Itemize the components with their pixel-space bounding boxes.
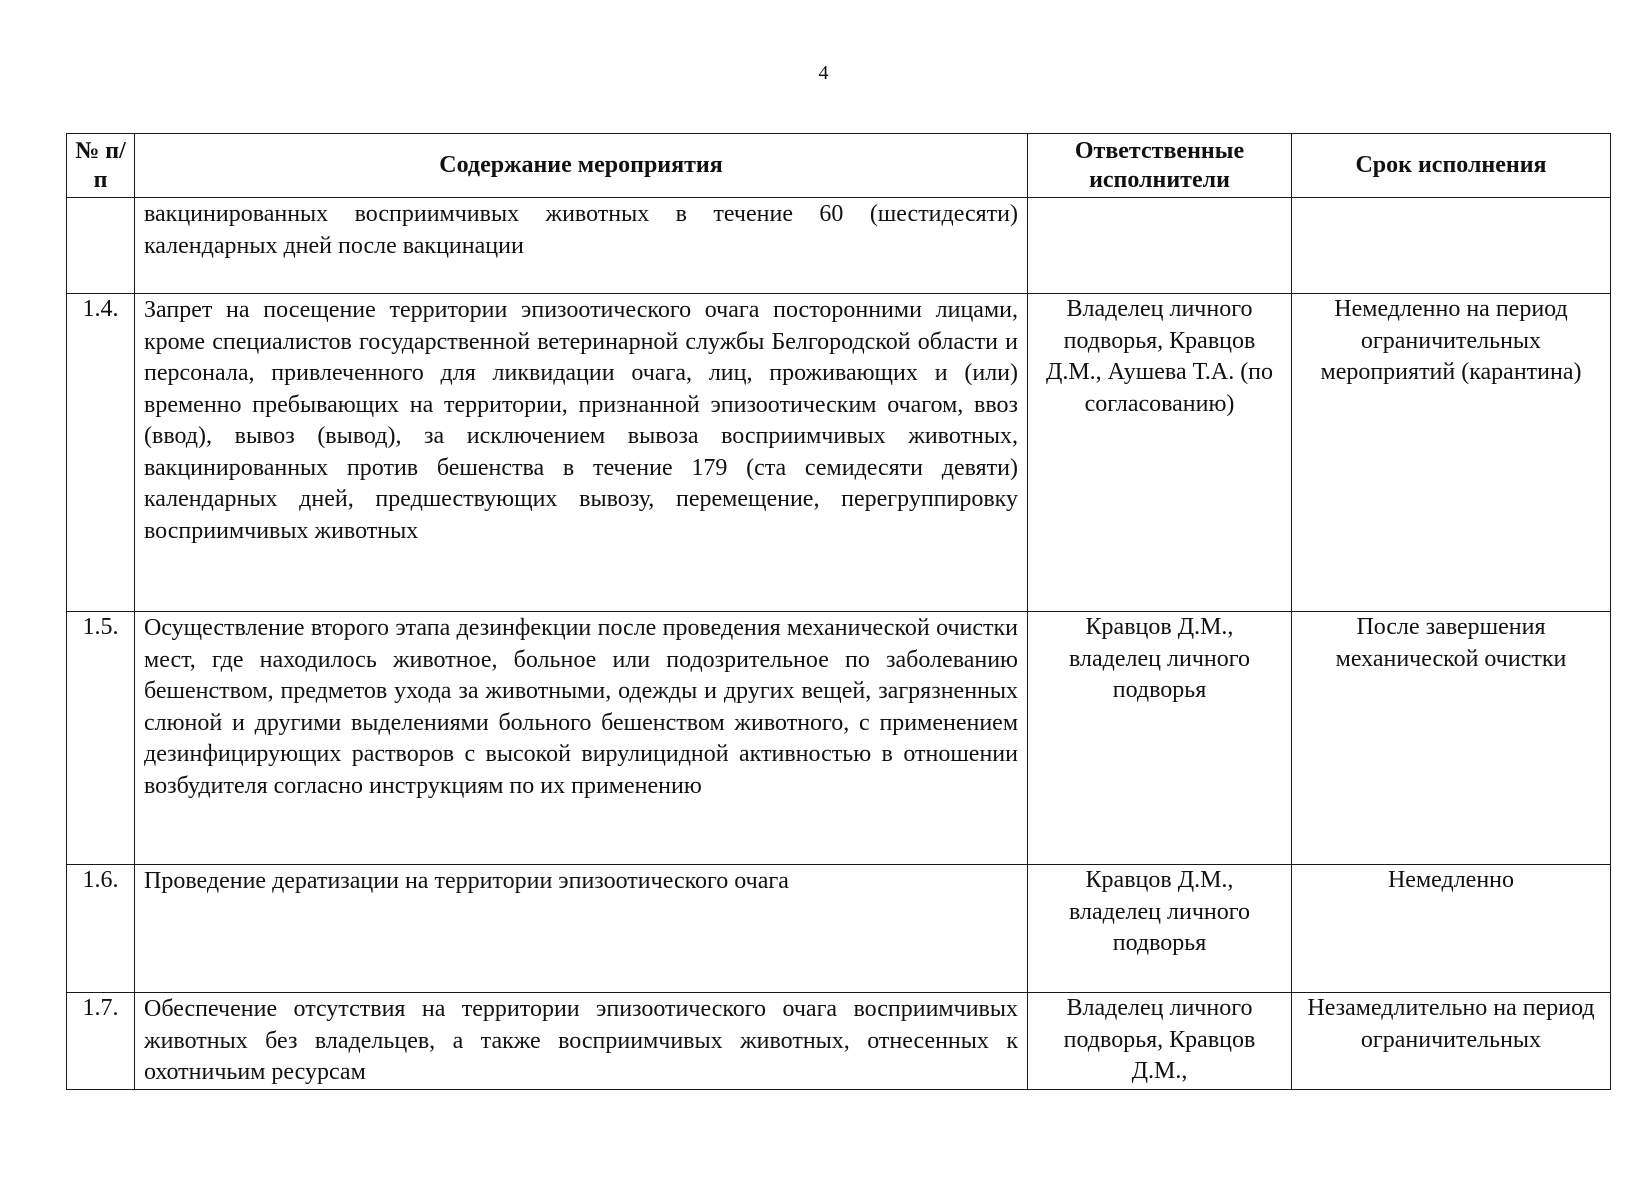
header-term: Срок исполнения [1292,134,1611,198]
row-content-text: Запрет на посещение территории эпизоотического очага посторонними лицами, кроме специалистов государственной ветеринарной службы Белгородской области и персонала, привлеченного для ликвидации очага, лиц, проживающих и (или) временно пребывающих на территории, признанной эпизоотическим очагом, ввоз (ввод), вывоз (вывод), за исключением вывоза восприимчивых животных, вакцинированных против бешенства в течение 179 (ста семидесяти девяти) календарных дней, предшествующих вывозу, перемещение, перегруппировку восприимчивых животных [144,297,1018,544]
row-content-text: Проведение дератизации на территории эпизоотического очага [144,868,789,894]
row-content [135,294,1028,612]
row-term [1292,198,1611,294]
table-row [67,865,1611,993]
table-header-row [67,134,1611,198]
row-term: Немедленно на период ограничительных мероприятий (карантина) [1292,294,1611,612]
row-content [135,612,1028,865]
page-number: 4 [818,62,829,84]
header-num: № п/п [67,134,135,198]
header-responsible: Ответственные исполнители [1028,134,1292,198]
row-num: 1.6. [67,865,135,993]
row-num [67,198,135,294]
header-content: Содержание мероприятия [135,134,1028,198]
table-row [67,198,1611,294]
row-content-text: вакцинированных восприимчивых животных в течение 60 (шестидесяти) календарных дней после вакцинации [144,201,1018,259]
table-row [67,993,1611,1090]
row-responsible: Владелец личного подворья, Кравцов Д.М., [1028,993,1292,1090]
row-content [135,865,1028,993]
row-responsible: Кравцов Д.М., владелец личного подворья [1028,612,1292,865]
row-responsible [1028,198,1292,294]
row-responsible: Кравцов Д.М., владелец личного подворья [1028,865,1292,993]
row-term: Немедленно [1292,865,1611,993]
row-responsible: Владелец личного подворья, Кравцов Д.М., Аушева Т.А. (по согласованию) [1028,294,1292,612]
row-term: После завершения механической очистки [1292,612,1611,865]
row-num: 1.7. [67,993,135,1090]
measures-table [66,133,1611,1090]
table-row [67,612,1611,865]
row-term: Незамедлительно на период ограничительных [1292,993,1611,1090]
row-num: 1.4. [67,294,135,612]
row-content [135,198,1028,294]
row-content [135,993,1028,1090]
table-row [67,294,1611,612]
row-content-text: Обеспечение отсутствия на территории эпизоотического очага восприимчивых животных без владельцев, а также восприимчивых животных, отнесенных к охотничьим ресурсам [144,996,1018,1085]
row-num: 1.5. [67,612,135,865]
row-content-text: Осуществление второго этапа дезинфекции после проведения механической очистки мест, где находилось животное, больное или подозрительное по заболеванию бешенством, предметов ухода за животными, одежды и других вещей, загрязненных слюной и другими выделениями больного бешенством животного, с применением дезинфицирующих растворов с высокой вирулицидной активностью в отношении возбудителя согласно инструкциям по их применению [144,615,1018,799]
